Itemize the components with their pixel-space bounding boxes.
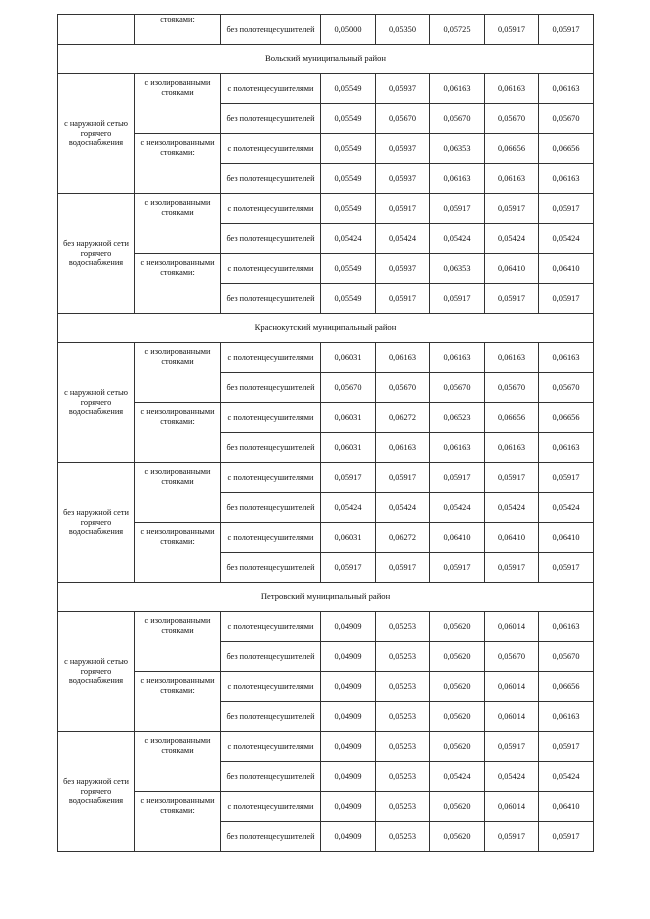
value-cell: 0,06163 — [376, 433, 430, 463]
value-cell: 0,06272 — [376, 403, 430, 433]
value-cell: 0,05424 — [485, 762, 539, 792]
value-cell: 0,06014 — [485, 702, 539, 732]
supply-type-cell: без наружной сети горячего водоснабжения — [58, 732, 135, 852]
value-cell: 0,05917 — [430, 463, 485, 493]
value-cell: 0,05917 — [485, 732, 539, 762]
value-cell: 0,05253 — [376, 702, 430, 732]
value-cell: 0,06163 — [539, 74, 594, 104]
value-cell: 0,06656 — [485, 403, 539, 433]
value-cell: 0,05917 — [539, 194, 594, 224]
value-cell: 0,04909 — [321, 822, 376, 852]
value-cell: 0,05620 — [430, 612, 485, 642]
value-cell: 0,06656 — [539, 134, 594, 164]
value-cell: 0,05917 — [539, 15, 594, 45]
value-cell: 0,05917 — [321, 463, 376, 493]
table-row — [58, 194, 594, 224]
towel-dryer-cell: без полотенцесушителей — [221, 642, 321, 672]
value-cell: 0,05917 — [485, 553, 539, 583]
table-row — [58, 254, 594, 284]
value-cell: 0,06410 — [539, 523, 594, 553]
value-cell: 0,05253 — [376, 642, 430, 672]
value-cell: 0,05670 — [485, 104, 539, 134]
riser-type-cell: стояками: — [135, 15, 221, 45]
value-cell: 0,05424 — [485, 493, 539, 523]
towel-dryer-cell: с полотенцесушителями — [221, 463, 321, 493]
value-cell: 0,06656 — [485, 134, 539, 164]
supply-type-cell: с наружной сетью горячего водоснабжения — [58, 612, 135, 732]
value-cell: 0,05424 — [485, 224, 539, 254]
value-cell: 0,05424 — [321, 224, 376, 254]
towel-dryer-cell: с полотенцесушителями — [221, 254, 321, 284]
value-cell: 0,06410 — [539, 254, 594, 284]
table-row — [58, 672, 594, 702]
value-cell: 0,05670 — [485, 373, 539, 403]
supply-type-cell-empty — [58, 15, 135, 45]
value-cell: 0,05253 — [376, 732, 430, 762]
value-cell: 0,06272 — [376, 523, 430, 553]
value-cell: 0,05424 — [539, 224, 594, 254]
value-cell: 0,06163 — [539, 702, 594, 732]
value-cell: 0,06163 — [430, 433, 485, 463]
value-cell: 0,05917 — [321, 553, 376, 583]
towel-dryer-cell: с полотенцесушителями — [221, 523, 321, 553]
towel-dryer-cell: с полотенцесушителями — [221, 134, 321, 164]
towel-dryer-cell: без полотенцесушителей — [221, 373, 321, 403]
value-cell: 0,05917 — [485, 194, 539, 224]
value-cell: 0,05917 — [485, 15, 539, 45]
district-name: Краснокутский муниципальный район — [58, 314, 594, 343]
value-cell: 0,04909 — [321, 792, 376, 822]
value-cell: 0,05549 — [321, 164, 376, 194]
towel-dryer-cell: с полотенцесушителями — [221, 612, 321, 642]
riser-type-cell: с неизолированными стояками: — [135, 134, 221, 194]
value-cell: 0,06410 — [430, 523, 485, 553]
value-cell: 0,05670 — [539, 104, 594, 134]
value-cell: 0,05917 — [539, 463, 594, 493]
value-cell: 0,05937 — [376, 164, 430, 194]
value-cell: 0,04909 — [321, 732, 376, 762]
value-cell: 0,05917 — [430, 284, 485, 314]
table-row-continuation — [58, 15, 594, 45]
value-cell: 0,06163 — [430, 74, 485, 104]
value-cell: 0,06163 — [485, 343, 539, 373]
value-cell: 0,05620 — [430, 672, 485, 702]
table-row — [58, 343, 594, 373]
value-cell: 0,05937 — [376, 254, 430, 284]
riser-type-cell: с неизолированными стояками: — [135, 792, 221, 852]
value-cell: 0,05670 — [430, 373, 485, 403]
value-cell: 0,05620 — [430, 732, 485, 762]
value-cell: 0,05917 — [376, 553, 430, 583]
table-row — [58, 732, 594, 762]
value-cell: 0,06523 — [430, 403, 485, 433]
value-cell: 0,06163 — [376, 343, 430, 373]
value-cell: 0,06163 — [539, 612, 594, 642]
value-cell: 0,06163 — [539, 433, 594, 463]
value-cell: 0,05549 — [321, 284, 376, 314]
value-cell: 0,05937 — [376, 134, 430, 164]
value-cell: 0,05917 — [539, 553, 594, 583]
towel-dryer-cell: без полотенцесушителей — [221, 284, 321, 314]
value-cell: 0,05917 — [485, 822, 539, 852]
district-header-row — [58, 45, 594, 74]
value-cell: 0,05917 — [539, 822, 594, 852]
value-cell: 0,05917 — [485, 463, 539, 493]
value-cell: 0,05549 — [321, 74, 376, 104]
towel-dryer-cell: с полотенцесушителями — [221, 792, 321, 822]
supply-type-cell: с наружной сетью горячего водоснабжения — [58, 74, 135, 194]
value-cell: 0,05549 — [321, 104, 376, 134]
value-cell: 0,05670 — [321, 373, 376, 403]
towel-dryer-cell: с полотенцесушителями — [221, 343, 321, 373]
value-cell: 0,05670 — [376, 104, 430, 134]
value-cell: 0,05620 — [430, 702, 485, 732]
value-cell: 0,04909 — [321, 762, 376, 792]
value-cell: 0,05549 — [321, 254, 376, 284]
riser-type-cell: с изолированными стояками — [135, 194, 221, 254]
value-cell: 0,06163 — [539, 164, 594, 194]
value-cell: 0,05424 — [539, 493, 594, 523]
towel-dryer-cell: без полотенцесушителей — [221, 702, 321, 732]
value-cell: 0,06031 — [321, 403, 376, 433]
value-cell: 0,06353 — [430, 254, 485, 284]
table-row — [58, 792, 594, 822]
value-cell: 0,05917 — [485, 284, 539, 314]
value-cell: 0,05917 — [430, 553, 485, 583]
value-cell: 0,05253 — [376, 762, 430, 792]
value-cell: 0,06656 — [539, 672, 594, 702]
value-cell: 0,06163 — [485, 74, 539, 104]
value-cell: 0,06031 — [321, 523, 376, 553]
value-cell: 0,05670 — [539, 642, 594, 672]
value-cell: 0,05424 — [539, 762, 594, 792]
value-cell: 0,04909 — [321, 702, 376, 732]
towel-dryer-cell: с полотенцесушителями — [221, 732, 321, 762]
value-cell: 0,04909 — [321, 672, 376, 702]
riser-type-cell: с изолированными стояками — [135, 732, 221, 792]
value-cell: 0,05670 — [376, 373, 430, 403]
table-row — [58, 612, 594, 642]
riser-type-cell: с изолированными стояками — [135, 74, 221, 134]
riser-type-cell: с неизолированными стояками: — [135, 403, 221, 463]
value-cell: 0,05253 — [376, 672, 430, 702]
value-cell: 0,06163 — [430, 343, 485, 373]
value-cell: 0,05424 — [376, 493, 430, 523]
value-cell: 0,05000 — [321, 15, 376, 45]
towel-dryer-cell: с полотенцесушителями — [221, 74, 321, 104]
value-cell: 0,05917 — [539, 732, 594, 762]
value-cell: 0,05917 — [376, 463, 430, 493]
value-cell: 0,05424 — [321, 493, 376, 523]
table-row — [58, 523, 594, 553]
riser-type-cell: с неизолированными стояками: — [135, 523, 221, 583]
supply-type-cell: без наружной сети горячего водоснабжения — [58, 463, 135, 583]
supply-type-cell: без наружной сети горячего водоснабжения — [58, 194, 135, 314]
value-cell: 0,05424 — [376, 224, 430, 254]
riser-type-cell: с неизолированными стояками: — [135, 254, 221, 314]
value-cell: 0,06410 — [485, 523, 539, 553]
value-cell: 0,06163 — [485, 433, 539, 463]
supply-type-cell: с наружной сетью горячего водоснабжения — [58, 343, 135, 463]
value-cell: 0,06014 — [485, 792, 539, 822]
value-cell: 0,05937 — [376, 74, 430, 104]
table-row — [58, 403, 594, 433]
value-cell: 0,05670 — [485, 642, 539, 672]
towel-dryer-cell: без полотенцесушителей — [221, 104, 321, 134]
table-body — [58, 15, 594, 852]
value-cell: 0,05253 — [376, 822, 430, 852]
value-cell: 0,06163 — [539, 343, 594, 373]
value-cell: 0,06353 — [430, 134, 485, 164]
value-cell: 0,06014 — [485, 612, 539, 642]
towel-dryer-cell: без полотенцесушителей — [221, 762, 321, 792]
value-cell: 0,06656 — [539, 403, 594, 433]
value-cell: 0,05350 — [376, 15, 430, 45]
value-cell: 0,05253 — [376, 612, 430, 642]
towel-dryer-cell: с полотенцесушителями — [221, 672, 321, 702]
value-cell: 0,06163 — [430, 164, 485, 194]
value-cell: 0,05424 — [430, 493, 485, 523]
riser-type-cell: с изолированными стояками — [135, 343, 221, 403]
value-cell: 0,05549 — [321, 134, 376, 164]
district-header-row — [58, 583, 594, 612]
towel-dryer-cell: без полотенцесушителей — [221, 553, 321, 583]
towel-dryer-cell: без полотенцесушителей — [221, 15, 321, 45]
value-cell: 0,05917 — [376, 284, 430, 314]
value-cell: 0,05670 — [539, 373, 594, 403]
value-cell: 0,05670 — [430, 104, 485, 134]
towel-dryer-cell: без полотенцесушителей — [221, 224, 321, 254]
towel-dryer-cell: с полотенцесушителями — [221, 403, 321, 433]
riser-type-cell: с неизолированными стояками: — [135, 672, 221, 732]
value-cell: 0,05620 — [430, 792, 485, 822]
value-cell: 0,06410 — [485, 254, 539, 284]
value-cell: 0,04909 — [321, 612, 376, 642]
value-cell: 0,05549 — [321, 194, 376, 224]
value-cell: 0,06014 — [485, 672, 539, 702]
value-cell: 0,06031 — [321, 433, 376, 463]
value-cell: 0,06410 — [539, 792, 594, 822]
value-cell: 0,05725 — [430, 15, 485, 45]
value-cell: 0,05424 — [430, 762, 485, 792]
riser-type-cell: с изолированными стояками — [135, 463, 221, 523]
towel-dryer-cell: без полотенцесушителей — [221, 822, 321, 852]
tariff-table — [57, 14, 594, 852]
value-cell: 0,05917 — [430, 194, 485, 224]
table-row — [58, 463, 594, 493]
towel-dryer-cell: без полотенцесушителей — [221, 164, 321, 194]
towel-dryer-cell: без полотенцесушителей — [221, 433, 321, 463]
district-name: Петровский муниципальный район — [58, 583, 594, 612]
value-cell: 0,05253 — [376, 792, 430, 822]
riser-type-cell: с изолированными стояками — [135, 612, 221, 672]
towel-dryer-cell: без полотенцесушителей — [221, 493, 321, 523]
table-row — [58, 74, 594, 104]
value-cell: 0,05917 — [376, 194, 430, 224]
value-cell: 0,05917 — [539, 284, 594, 314]
value-cell: 0,05424 — [430, 224, 485, 254]
value-cell: 0,05620 — [430, 822, 485, 852]
value-cell: 0,05620 — [430, 642, 485, 672]
value-cell: 0,06031 — [321, 343, 376, 373]
value-cell: 0,04909 — [321, 642, 376, 672]
value-cell: 0,06163 — [485, 164, 539, 194]
district-name: Вольский муниципальный район — [58, 45, 594, 74]
table-row — [58, 134, 594, 164]
towel-dryer-cell: с полотенцесушителями — [221, 194, 321, 224]
district-header-row — [58, 314, 594, 343]
